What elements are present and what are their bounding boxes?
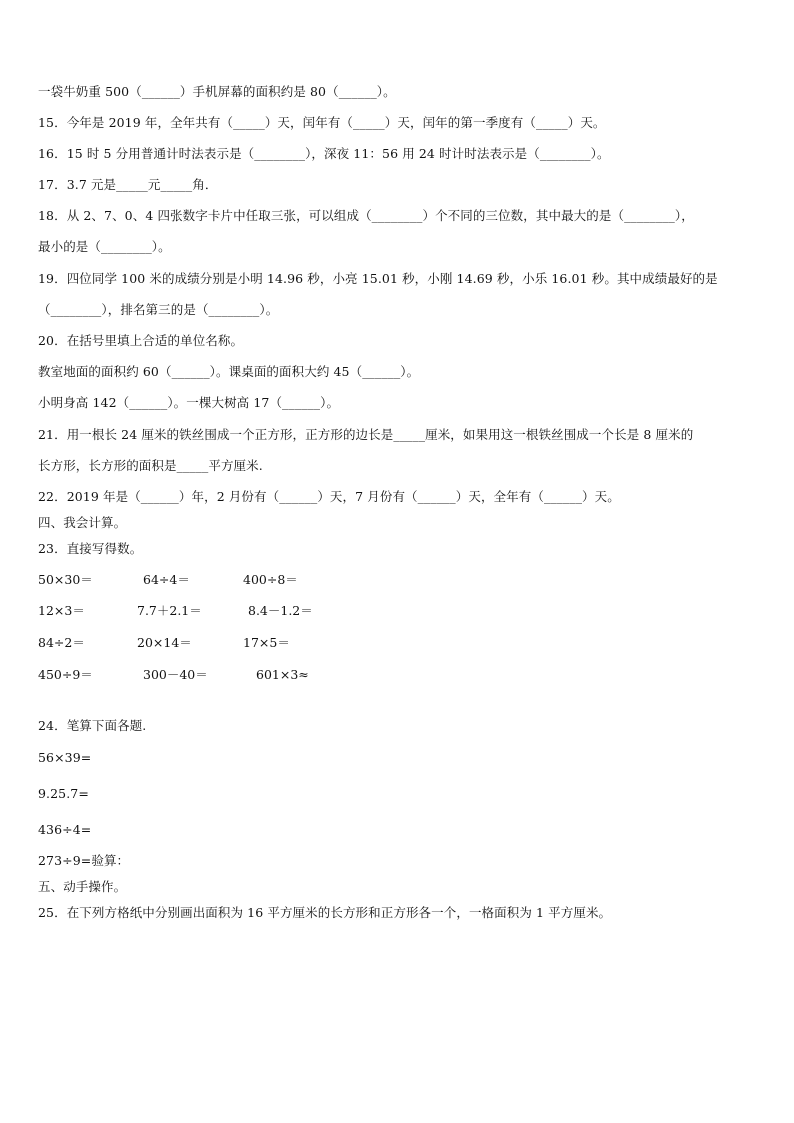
section-4-heading: 四、我会计算。 bbox=[38, 515, 127, 530]
q19-text: 19．四位同学 100 米的成绩分别是小明 14.96 秒，小亮 15.01 秒，小刚 14.69 秒，小乐 16.01 秒。其中成绩最好的是 bbox=[38, 271, 718, 286]
q24-item-2: 9.25.7= bbox=[38, 786, 89, 801]
calc-item: 12×3＝ bbox=[38, 603, 85, 618]
q21-text: 21．用一根长 24 厘米的铁丝围成一个正方形，正方形的边长是_____厘米，如果用这一根铁丝围成一个长是 8 厘米的 bbox=[38, 427, 694, 442]
calc-item: 8.4－1.2＝ bbox=[248, 603, 313, 618]
calc-item: 50×30＝ bbox=[38, 572, 93, 587]
q20-text: 20．在括号里填上合适的单位名称。 bbox=[38, 333, 244, 348]
q18-text-cont: 最小的是（________）。 bbox=[38, 239, 171, 254]
q24-item-1: 56×39= bbox=[38, 750, 92, 765]
calc-item: 64÷4＝ bbox=[143, 572, 190, 587]
q20-line-1: 教室地面的面积约 60（______）。课桌面的面积大约 45（______）。 bbox=[38, 364, 420, 379]
calc-item: 17×5＝ bbox=[243, 635, 290, 650]
q23-text: 23．直接写得数。 bbox=[38, 541, 143, 556]
q24-text: 24．笔算下面各题. bbox=[38, 718, 147, 733]
calc-item: 7.7＋2.1＝ bbox=[137, 603, 202, 618]
q22-text: 22．2019 年是（______）年，2 月份有（______）天，7 月份有（______）天，全年有（______）天。 bbox=[38, 489, 620, 504]
calc-item: 300－40＝ bbox=[143, 667, 208, 682]
q21-text-cont: 长方形，长方形的面积是_____平方厘米. bbox=[38, 458, 263, 473]
calc-item: 450÷9＝ bbox=[38, 667, 93, 682]
q24-item-3: 436÷4= bbox=[38, 822, 92, 837]
q18-text: 18．从 2、7、0、4 四张数字卡片中任取三张，可以组成（________）个不同的三位数，其中最大的是（________）， bbox=[38, 208, 694, 223]
q25-text: 25．在下列方格纸中分别画出面积为 16 平方厘米的长方形和正方形各一个，一格面积为 1 平方厘米。 bbox=[38, 905, 612, 920]
calc-item: 400÷8＝ bbox=[243, 572, 298, 587]
q15-text: 15．今年是 2019 年，全年共有（_____）天，闰年有（_____）天，闰年的第一季度有（_____）天。 bbox=[38, 115, 606, 130]
q20-line-2: 小明身高 142（______）。一棵大树高 17（______）。 bbox=[38, 395, 340, 410]
q14-text: 一袋牛奶重 500（______）手机屏幕的面积约是 80（______）。 bbox=[38, 84, 396, 99]
calc-item: 20×14＝ bbox=[137, 635, 192, 650]
q19-text-cont: （________），排名第三的是（________）。 bbox=[38, 302, 279, 317]
q16-text: 16．15 时 5 分用普通计时法表示是（________），深夜 11：56 用 24 时计时法表示是（________）。 bbox=[38, 146, 610, 161]
section-5-heading: 五、动手操作。 bbox=[38, 879, 127, 894]
q24-item-4: 273÷9=验算： bbox=[38, 853, 130, 868]
calc-item: 84÷2＝ bbox=[38, 635, 85, 650]
q17-text: 17．3.7 元是_____元_____角． bbox=[38, 177, 218, 192]
calc-item: 601×3≈ bbox=[256, 667, 309, 682]
